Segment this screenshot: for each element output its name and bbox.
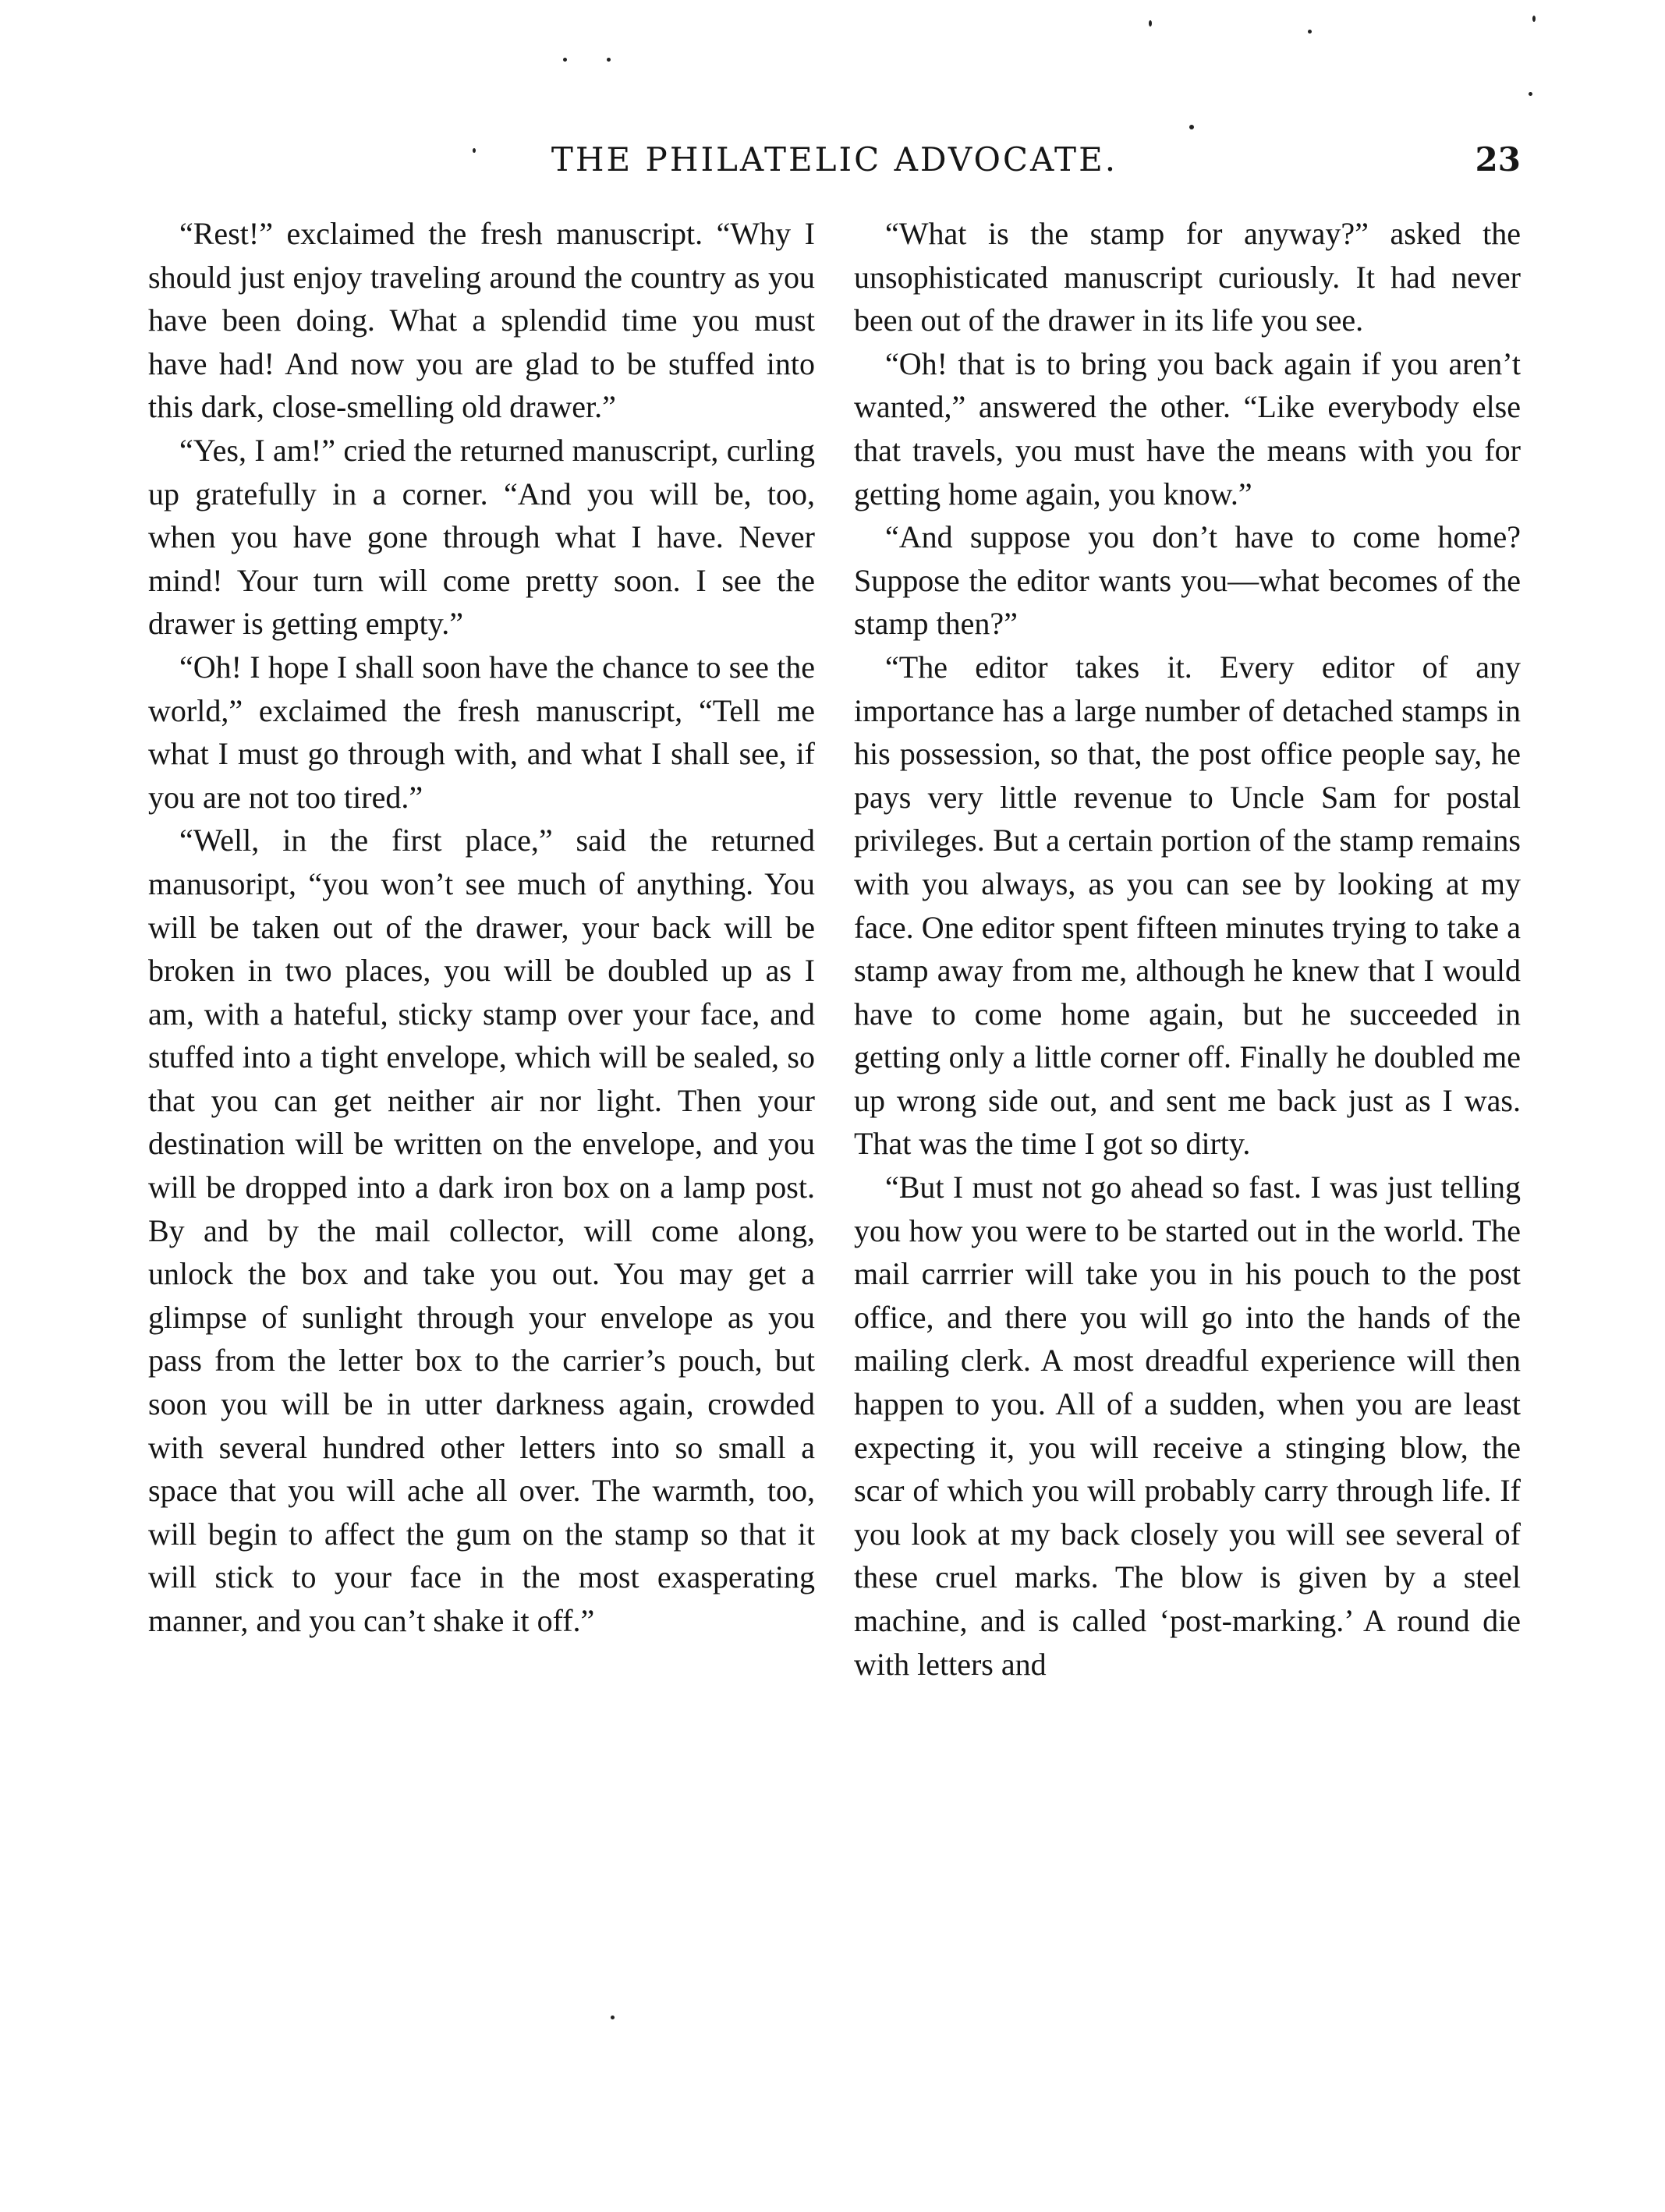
running-title: THE PHILATELIC ADVOCATE. bbox=[551, 140, 1118, 179]
print-speck bbox=[607, 58, 611, 62]
left-column bbox=[148, 212, 815, 1643]
paragraph: “Rest!” exclaimed the fresh manuscript. “Why I should just enjoy traveling around the country as you have been doing. What a splendid time you must have had! And now you are glad to be stuffed into this dark, close-smelling old drawer.” bbox=[148, 216, 815, 425]
print-speck bbox=[1529, 92, 1532, 96]
paragraph: “Oh! that is to bring you back again if you aren’t wanted,” answered the other. “Like everybody else that travels, you must have the means with you for getting home again, you know.” bbox=[854, 345, 1521, 511]
paragraph: “Well, in the first place,” said the returned manusoript, “you won’t see much of anything. You will be taken out of the drawer, your back will be broken in two places, you will be doubled up as I am, with a hateful, sticky stamp over your face, and stuffed into a tight envelope, which will be sealed, so that you can get neither air nor light. Then your destination will be written on the envelope, and you will be dropped into a dark iron box on a lamp post. By and by the mail collector, will come along, unlock the box and take you out. You may get a glimpse of sunlight through your envelope as you pass from the letter box to the carrier’s pouch, but soon you will be in utter darkness again, crowded with several hundred other letters into so small a space that you will ache all over. The warmth, too, will begin to affect the gum on the stamp so that it will stick to your face in the most exasperating manner, and you can’t shake it off.” bbox=[148, 823, 815, 1638]
paragraph: “But I must not go ahead so fast. I was just telling you how you were to be started out in the world. The mail carrrier will take you in his pouch to the post office, and there you will go into the hands of the mailing clerk. A most dreadful experience will then happen to you. All of a sudden, when you are least expecting it, you will receive a stinging blow, the scar of which you will probably carry through life. If you look at my back closely you will see several of these cruel marks. The blow is given by a steel machine, and is called ‘post-marking.’ A round die with letters and bbox=[854, 1170, 1521, 1682]
print-speck bbox=[1189, 125, 1194, 129]
page-number: 23 bbox=[1475, 140, 1521, 179]
print-speck bbox=[473, 148, 476, 153]
print-speck bbox=[611, 2016, 615, 2019]
print-speck bbox=[1308, 30, 1312, 34]
page-header bbox=[148, 140, 1521, 187]
paragraph: “What is the stamp for anyway?” asked the unsophisticated manuscript curiously. It had never been out of the drawer in its life you see. bbox=[854, 216, 1521, 338]
print-speck bbox=[1149, 20, 1152, 27]
print-speck bbox=[563, 58, 567, 62]
paragraph: “And suppose you don’t have to come home? Suppose the editor wants you—what becomes of the stamp then?” bbox=[854, 519, 1521, 642]
paragraph: “Oh! I hope I shall soon have the chance to see the world,” exclaimed the fresh manuscript, “Tell me what I must go through with, and what I shall see, if you are not too tired.” bbox=[148, 649, 815, 815]
right-column bbox=[854, 212, 1521, 1686]
paragraph: “The editor takes it. Every editor of any importance has a large number of detached stamps in his possession, so that, the post office people say, he pays very little revenue to Uncle Sam for postal privileges. But a certain portion of the stamp remains with you always, as you can see by looking at my face. One editor spent fifteen minutes trying to take a stamp away from me, although he knew that I would have to come home again, but he succeeded in getting only a little corner off. Finally he doubled me up wrong side out, and sent me back just as I was. That was the time I got so dirty. bbox=[854, 649, 1521, 1162]
paragraph: “Yes, I am!” cried the returned manuscript, curling up gratefully in a corner. “And you will be, too, when you have gone through what I have. Never mind! Your turn will come pretty soon. I see the drawer is getting empty.” bbox=[148, 432, 815, 642]
print-speck bbox=[1532, 16, 1536, 22]
